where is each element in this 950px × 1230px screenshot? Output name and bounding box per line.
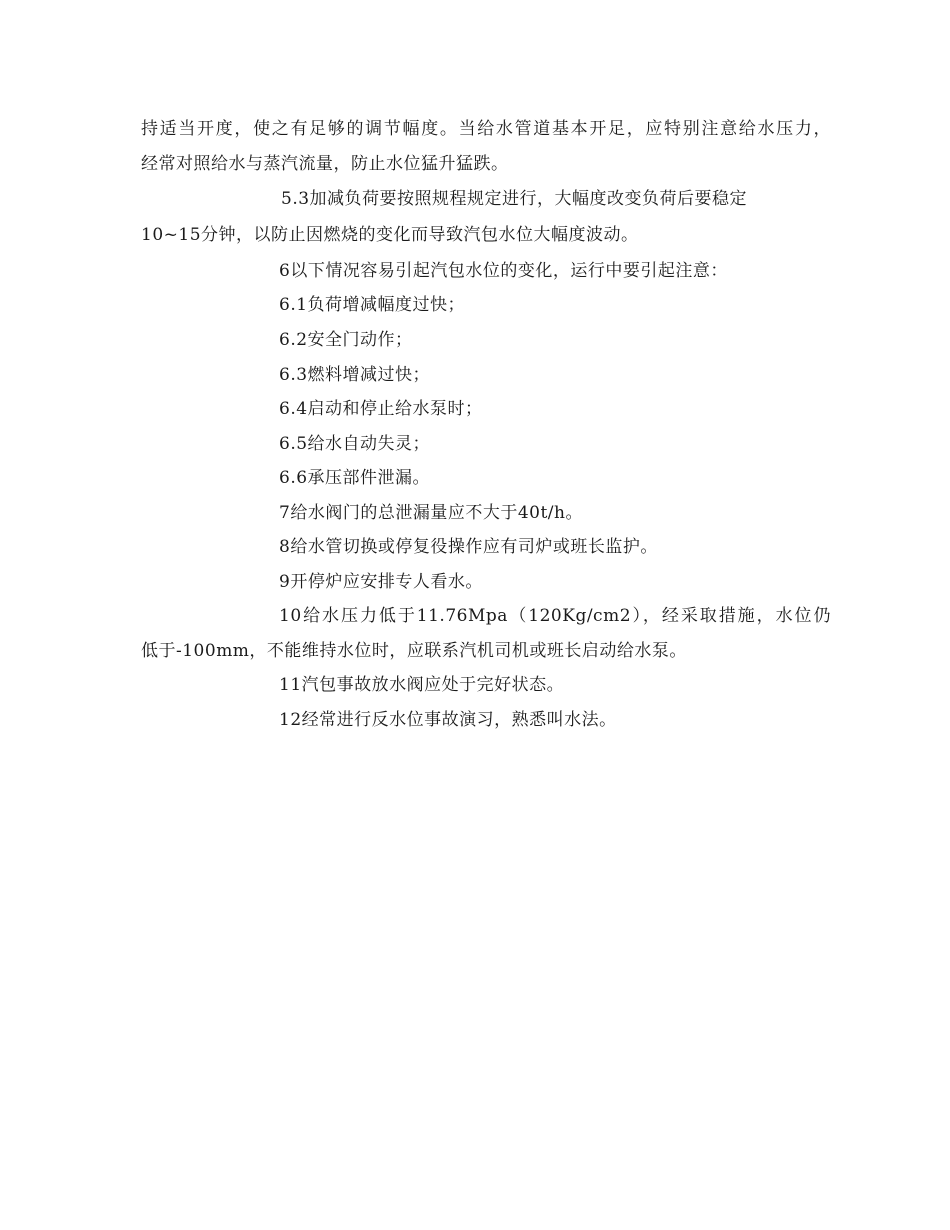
section-5-3-line: 5.3加减负荷要按照规程规定进行，大幅度改变负荷后要稳定 [281,189,748,209]
paragraph-line: 经常对照给水与蒸汽流量，防止水位猛升猛跌。 [141,154,509,174]
list-item-6-1: 6.1负荷增减幅度过快； [279,295,466,315]
list-item-6-5: 6.5给水自动失灵； [279,434,431,454]
section-7-line: 7给水阀门的总泄漏量应不大于40t/h。 [279,503,583,523]
section-11-line: 11汽包事故放水阀应处于完好状态。 [279,675,565,695]
section-9-line: 9开停炉应安排专人看水。 [279,572,483,592]
section-12-line: 12经常进行反水位事故演习，熟悉叫水法。 [279,710,617,730]
section-6-heading: 6以下情况容易引起汽包水位的变化，运行中要引起注意： [279,261,728,281]
paragraph-line: 持适当开度，使之有足够的调节幅度。当给水管道基本开足，应特别注意给水压力， [141,119,831,139]
paragraph-line: 10~15分钟，以防止因燃烧的变化而导致汽包水位大幅度波动。 [141,225,639,245]
paragraph-line: 低于-100mm，不能维持水位时，应联系汽机司机或班长启动给水泵。 [141,641,687,661]
section-8-line: 8给水管切换或停复役操作应有司炉或班长监护。 [279,537,658,557]
list-item-6-6: 6.6承压部件泄漏。 [279,468,431,488]
section-10-line: 10给水压力低于11.76Mpa（120Kg/cm2），经采取措施，水位仍 [279,606,831,626]
list-item-6-3: 6.3燃料增减过快； [279,365,431,385]
list-item-6-2: 6.2安全门动作； [279,330,413,350]
list-item-6-4: 6.4启动和停止给水泵时； [279,399,483,419]
